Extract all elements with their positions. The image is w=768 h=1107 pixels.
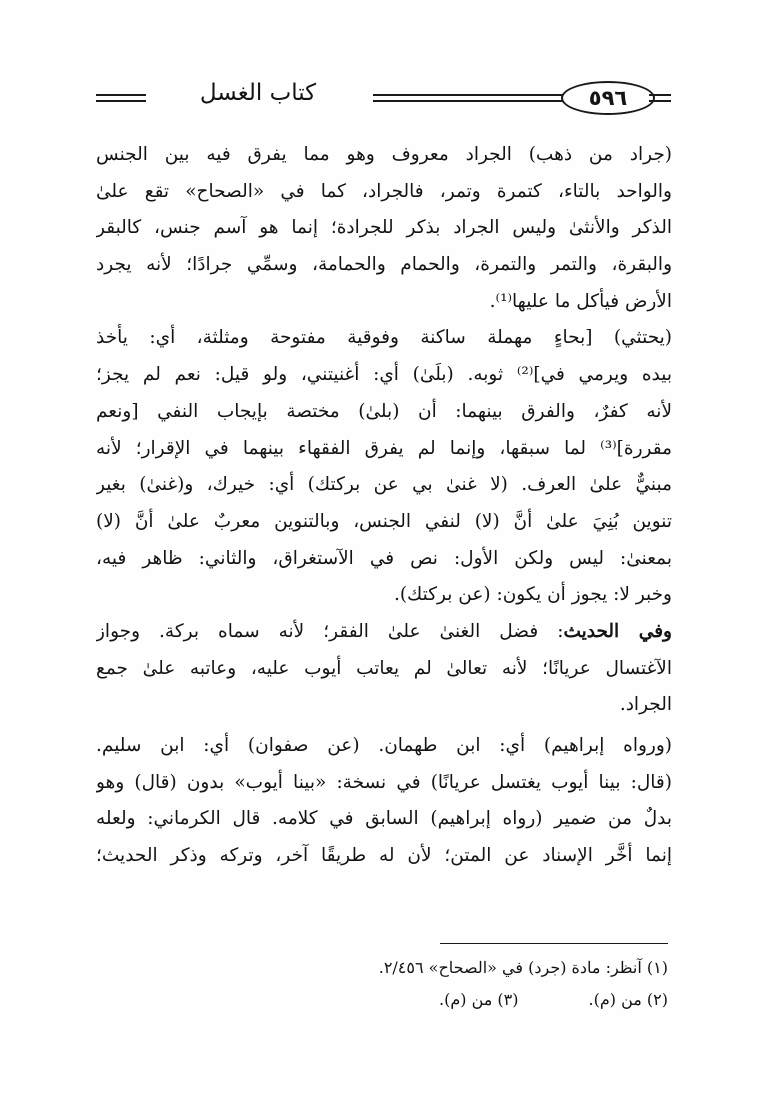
page-header <box>96 78 672 118</box>
header-rule-left <box>96 94 146 102</box>
text-line: مقررة]⁽³⁾ لما سبقها، وإنما لم يفرق الفقهاء بينهما في الإقرار؛ لأنه <box>96 437 672 459</box>
text-line: بدلٌ من ضمير (رواه إبراهيم) السابق في كلامه. قال الكرماني: ولعله <box>96 808 672 830</box>
text-line: الجراد. <box>619 694 672 716</box>
hadith-label: وفي الحديث <box>563 620 672 642</box>
text-line: وخبر لا: يجوز أن يكون: (عن بركتك). <box>393 584 672 606</box>
text-line: تنوين بُنِيَ علىٰ أنَّ (لا) لنفي الجنس، وبالتنوين معربٌ علىٰ أنَّ (لا) <box>96 510 672 532</box>
text-line: إنما أخَّر الإسناد عن المتن؛ لأن له طريقًا آخر، وتركه وذكر الحديث؛ <box>96 845 672 867</box>
text-line: والواحد بالتاء، كتمرة وتمر، فالجراد، كما في «الصحاح» تقع علىٰ <box>96 180 672 202</box>
text-line: بمعنىٰ: ليس ولكن الأول: نص في الآستغراق، والثاني: ظاهر فيه، <box>96 547 672 569</box>
text-line: (جراد من ذهب) الجراد معروف وهو مما يفرق فيه بين الجنس <box>96 144 672 165</box>
footnote-row <box>96 984 668 1016</box>
hadith-text: : فضل الغنىٰ علىٰ الفقر؛ لأنه سماه بركة. وجواز <box>96 620 564 642</box>
text-line: الآغتسال عريانًا؛ لأنه تعالىٰ لم يعاتب أيوب عليه، وعاتبه علىٰ جمع <box>96 657 672 679</box>
text-line: لأنه كفرٌ، والفرق بينهما: أن (بلىٰ) مختصة بإيجاب النفي [ونعم <box>96 400 672 422</box>
text-line: والبقرة، والتمر والتمرة، والحمام والحمامة، وسمِّي جرادًا؛ لأنه يجرد <box>96 254 672 276</box>
text-line: الذكر والأنثىٰ وليس الجراد بذكر للجرادة؛ إنما هو آسم جنس، كالبقر <box>96 217 672 239</box>
text-line: (قال: بينا أيوب يغتسل عريانًا) في نسخة: «بينا أيوب» بدون (قال) وهو <box>96 771 672 793</box>
text-line: مبنيٌّ علىٰ العرف. (لا غنىٰ بي عن بركتك) أي: خيرك، و(غنىٰ) بغير <box>96 474 672 496</box>
page-number-badge: ٥٩٦ <box>561 81 655 115</box>
text-line: (ورواه إبراهيم) أي: ابن طهمان. (عن صفوان) أي: ابن سليم. <box>96 735 672 756</box>
text-line: بيده ويرمي في]⁽²⁾ ثوبه. (بلَىٰ) أي: أغنيتني، ولو قيل: نعم لم يجز؛ <box>96 364 672 386</box>
footnotes <box>96 952 668 1016</box>
text-line: الأرض فيأكل ما عليها⁽¹⁾. <box>489 290 672 312</box>
text-line: (يحتثي) [بحاءٍ مهملة ساكنة وفوقية مفتوحة ومثلثة، أي: يأخذ <box>96 327 672 349</box>
header-rule-tail <box>649 94 671 102</box>
footnote-3: (٣) من (م). <box>439 990 519 1009</box>
hadith-line <box>96 614 672 651</box>
main-text <box>96 137 672 875</box>
footnote-2: (٢) من (م). <box>588 990 668 1009</box>
footnote-1: (١) آنظر: مادة (جرد) في «الصحاح» ٢/٤٥٦. <box>378 958 668 977</box>
chapter-title: كتاب الغسل <box>199 80 317 106</box>
footnote-separator <box>440 943 668 944</box>
